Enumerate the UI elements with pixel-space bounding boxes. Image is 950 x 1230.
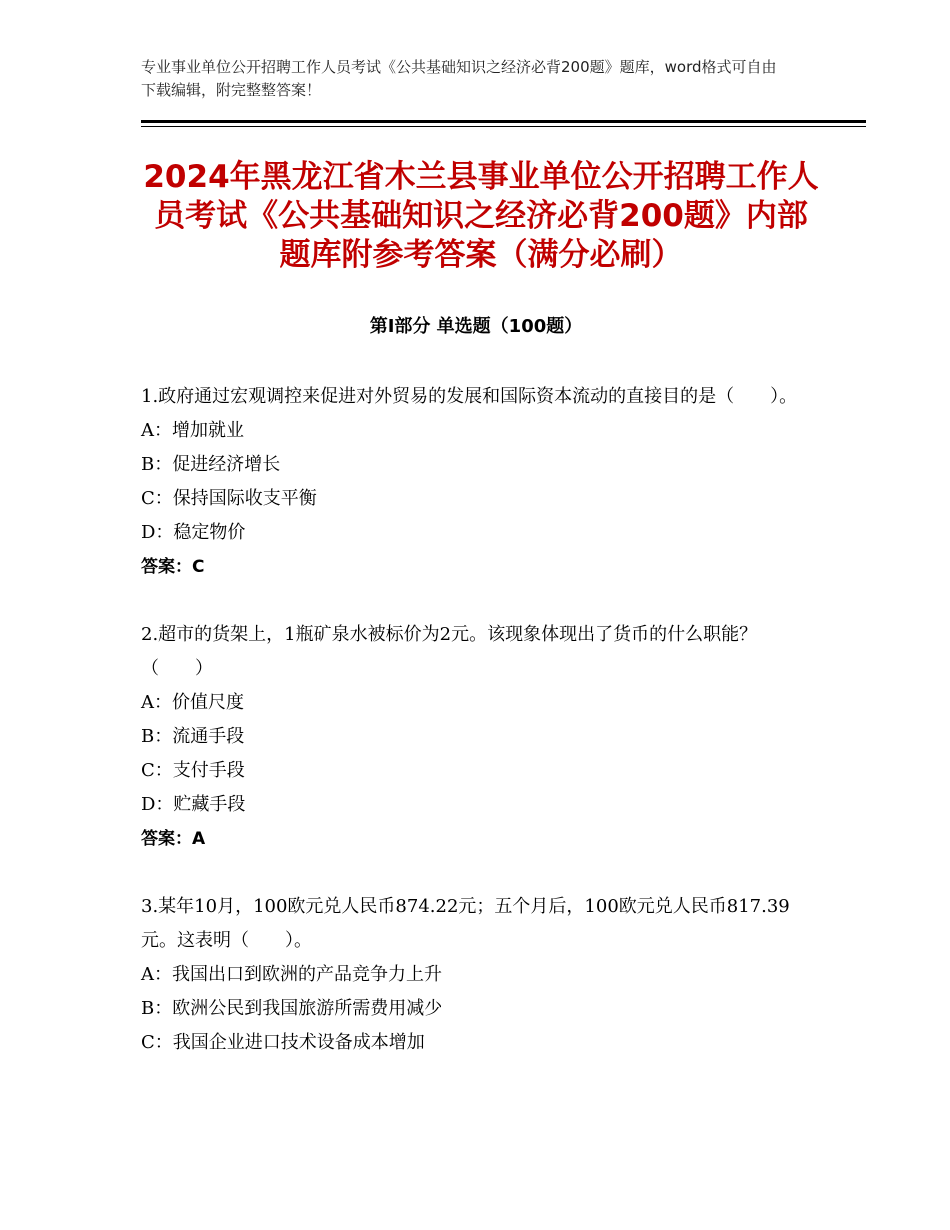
document-title: 2024年黑龙江省木兰县事业单位公开招聘工作人员考试《公共基础知识之经济必背200题》内部题库附参考答案（满分必刷） <box>143 159 819 273</box>
option-b: B：促进经济增长 <box>141 454 281 475</box>
option-a: A：增加就业 <box>141 420 244 441</box>
option-d: D：贮藏手段 <box>141 794 246 815</box>
option-c: C：支付手段 <box>141 760 245 781</box>
answer-label: 答案：A <box>141 829 206 849</box>
question-1 <box>141 380 811 584</box>
question-stem: 1.政府通过宏观调控来促进对外贸易的发展和国际资本流动的直接目的是（ ）。 <box>141 386 798 407</box>
option-d: D：稳定物价 <box>141 522 246 543</box>
question-list <box>141 380 811 1094</box>
question-stem: 3.某年10月，100欧元兑人民币874.22元；五个月后，100欧元兑人民币817.39元。这表明（ ）。 <box>141 896 790 951</box>
header-rule-thick <box>141 120 866 123</box>
option-a: A：我国出口到欧洲的产品竞争力上升 <box>141 964 442 985</box>
header-note: 专业事业单位公开招聘工作人员考试《公共基础知识之经济必背200题》题库，word格式可自由下载编辑，附完整整答案！ <box>141 58 777 99</box>
option-c: C：保持国际收支平衡 <box>141 488 317 509</box>
answer-label: 答案：C <box>141 557 205 577</box>
section-title: 第Ⅰ部分 单选题（100题） <box>369 316 583 337</box>
header-rule-thin <box>141 126 866 127</box>
option-b: B：流通手段 <box>141 726 245 747</box>
option-a: A：价值尺度 <box>141 692 244 713</box>
option-c: C：我国企业进口技术设备成本增加 <box>141 1032 425 1053</box>
question-2 <box>141 618 811 856</box>
option-b: B：欧洲公民到我国旅游所需费用减少 <box>141 998 443 1019</box>
question-3 <box>141 890 811 1060</box>
question-stem: 2.超市的货架上，1瓶矿泉水被标价为2元。该现象体现出了货币的什么职能？（ ） <box>141 624 758 679</box>
